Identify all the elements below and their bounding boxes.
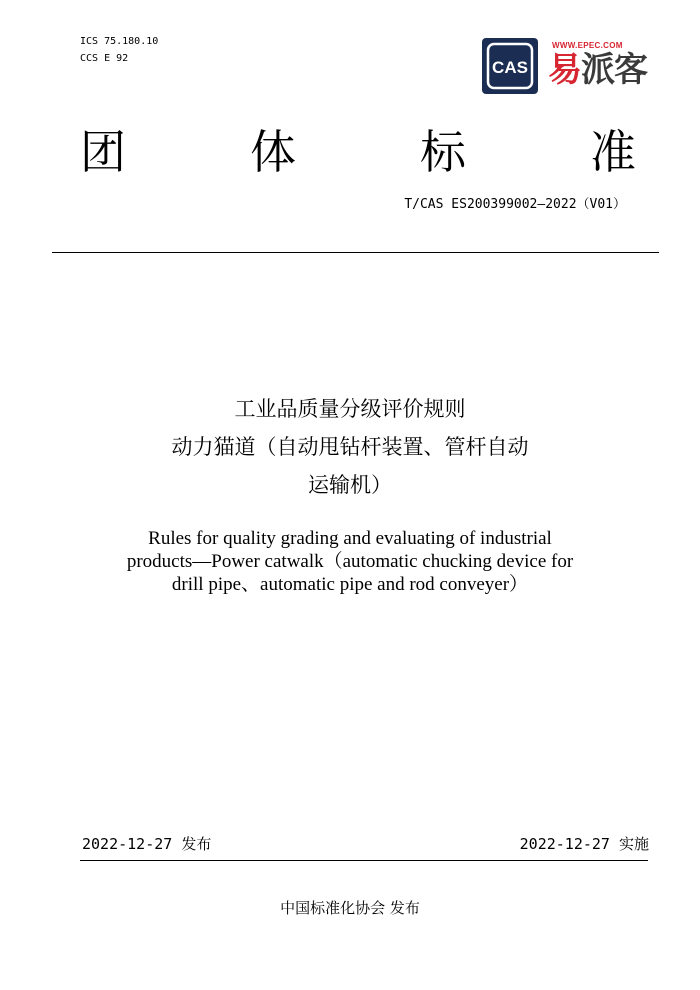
ccs-code: CCS E 92 <box>80 53 129 64</box>
heading-char: 准 <box>590 125 636 179</box>
english-title-line: products—Power catwalk（automatic chucking device for <box>126 551 574 572</box>
heading-char: 标 <box>420 125 466 179</box>
chinese-title-line: 动力猫道（自动甩钻杆装置、管杆自动 <box>171 435 529 459</box>
english-title-line: drill pipe、automatic pipe and rod conveyer） <box>171 574 529 595</box>
cas-logo-text: CAS <box>492 58 528 77</box>
heading-char: 团 <box>80 125 126 179</box>
english-title-line: Rules for quality grading and evaluating of industrial <box>148 528 552 549</box>
classification-codes <box>80 33 158 67</box>
epec-brand-first-char: 易 <box>548 50 581 90</box>
chinese-title-line: 运输机） <box>308 473 392 497</box>
publisher: 中国标准化协会 发布 <box>280 899 420 917</box>
cas-logo-icon <box>482 38 538 94</box>
epec-url: WWW.EPEC.COM <box>552 41 623 50</box>
epec-brand-name <box>548 50 647 90</box>
ics-code: ICS 75.180.10 <box>80 36 159 47</box>
chinese-title <box>0 390 700 504</box>
standard-number: T/CAS ES200399002—2022（V01） <box>404 197 626 212</box>
heading-char: 体 <box>250 125 296 179</box>
implement-date: 2022-12-27 实施 <box>519 835 649 853</box>
bottom-divider <box>80 860 648 861</box>
cas-epec-logo <box>482 38 652 94</box>
publish-date: 2022-12-27 发布 <box>82 835 212 853</box>
epec-brand-rest: 派客 <box>581 50 647 90</box>
top-divider <box>52 252 659 253</box>
document-type-heading <box>80 124 640 180</box>
english-title <box>0 527 700 596</box>
chinese-title-line: 工业品质量分级评价规则 <box>234 397 466 421</box>
